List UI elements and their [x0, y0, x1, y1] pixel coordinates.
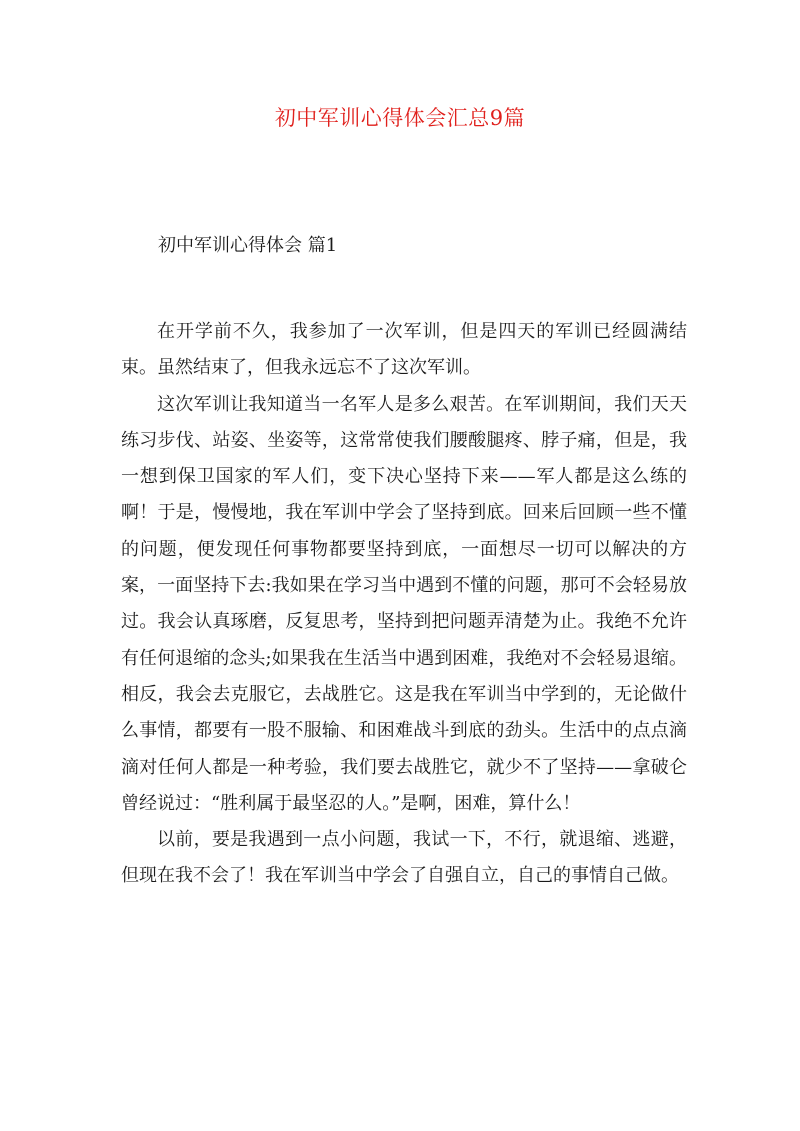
document-title: 初中军训心得体会汇总9篇 [274, 106, 526, 130]
paragraph: 以前，要是我遇到一点小问题，我试一下，不行，就退缩、逃避，但现在我不会了！我在军训当中学会了自强自立，自己的事情自己做。 [121, 829, 687, 887]
document-body [121, 314, 687, 895]
section-heading: 初中军训心得体会 篇1 [158, 235, 338, 256]
paragraph: 这次军训让我知道当一名军人是多么艰苦。在军训期间，我们天天练习步伐、站姿、坐姿等，这常常使我们腰酸腿疼、脖子痛，但是，我一想到保卫国家的军人们，变下决心坚持下来——军人都是这么练的啊！于是，慢慢地，我在军训中学会了坚持到底。回来后回顾一些不懂的问题，便发现任何事物都要坚持到底，一面想尽一切可以解决的方案，一面坚持下去:我如果在学习当中遇到不懂的问题，那可不会轻易放过。我会认真琢磨，反复思考，坚持到把问题弄清楚为止。我绝不允许有任何退缩的念头;如果我在生活当中遇到困难，我绝对不会轻易退缩。相反，我会去克服它，去战胜它。这是我在军训当中学到的，无论做什么事情，都要有一股不服输、和困难战斗到底的劲头。生活中的点点滴滴对任何人都是一种考验，我们要去战胜它，就少不了坚持——拿破仑曾经说过：“胜利属于最坚忍的人。”是啊，困难，算什么！ [121, 393, 687, 814]
paragraph: 在开学前不久，我参加了一次军训，但是四天的军训已经圆满结束。虽然结束了，但我永远忘不了这次军训。 [121, 321, 687, 379]
